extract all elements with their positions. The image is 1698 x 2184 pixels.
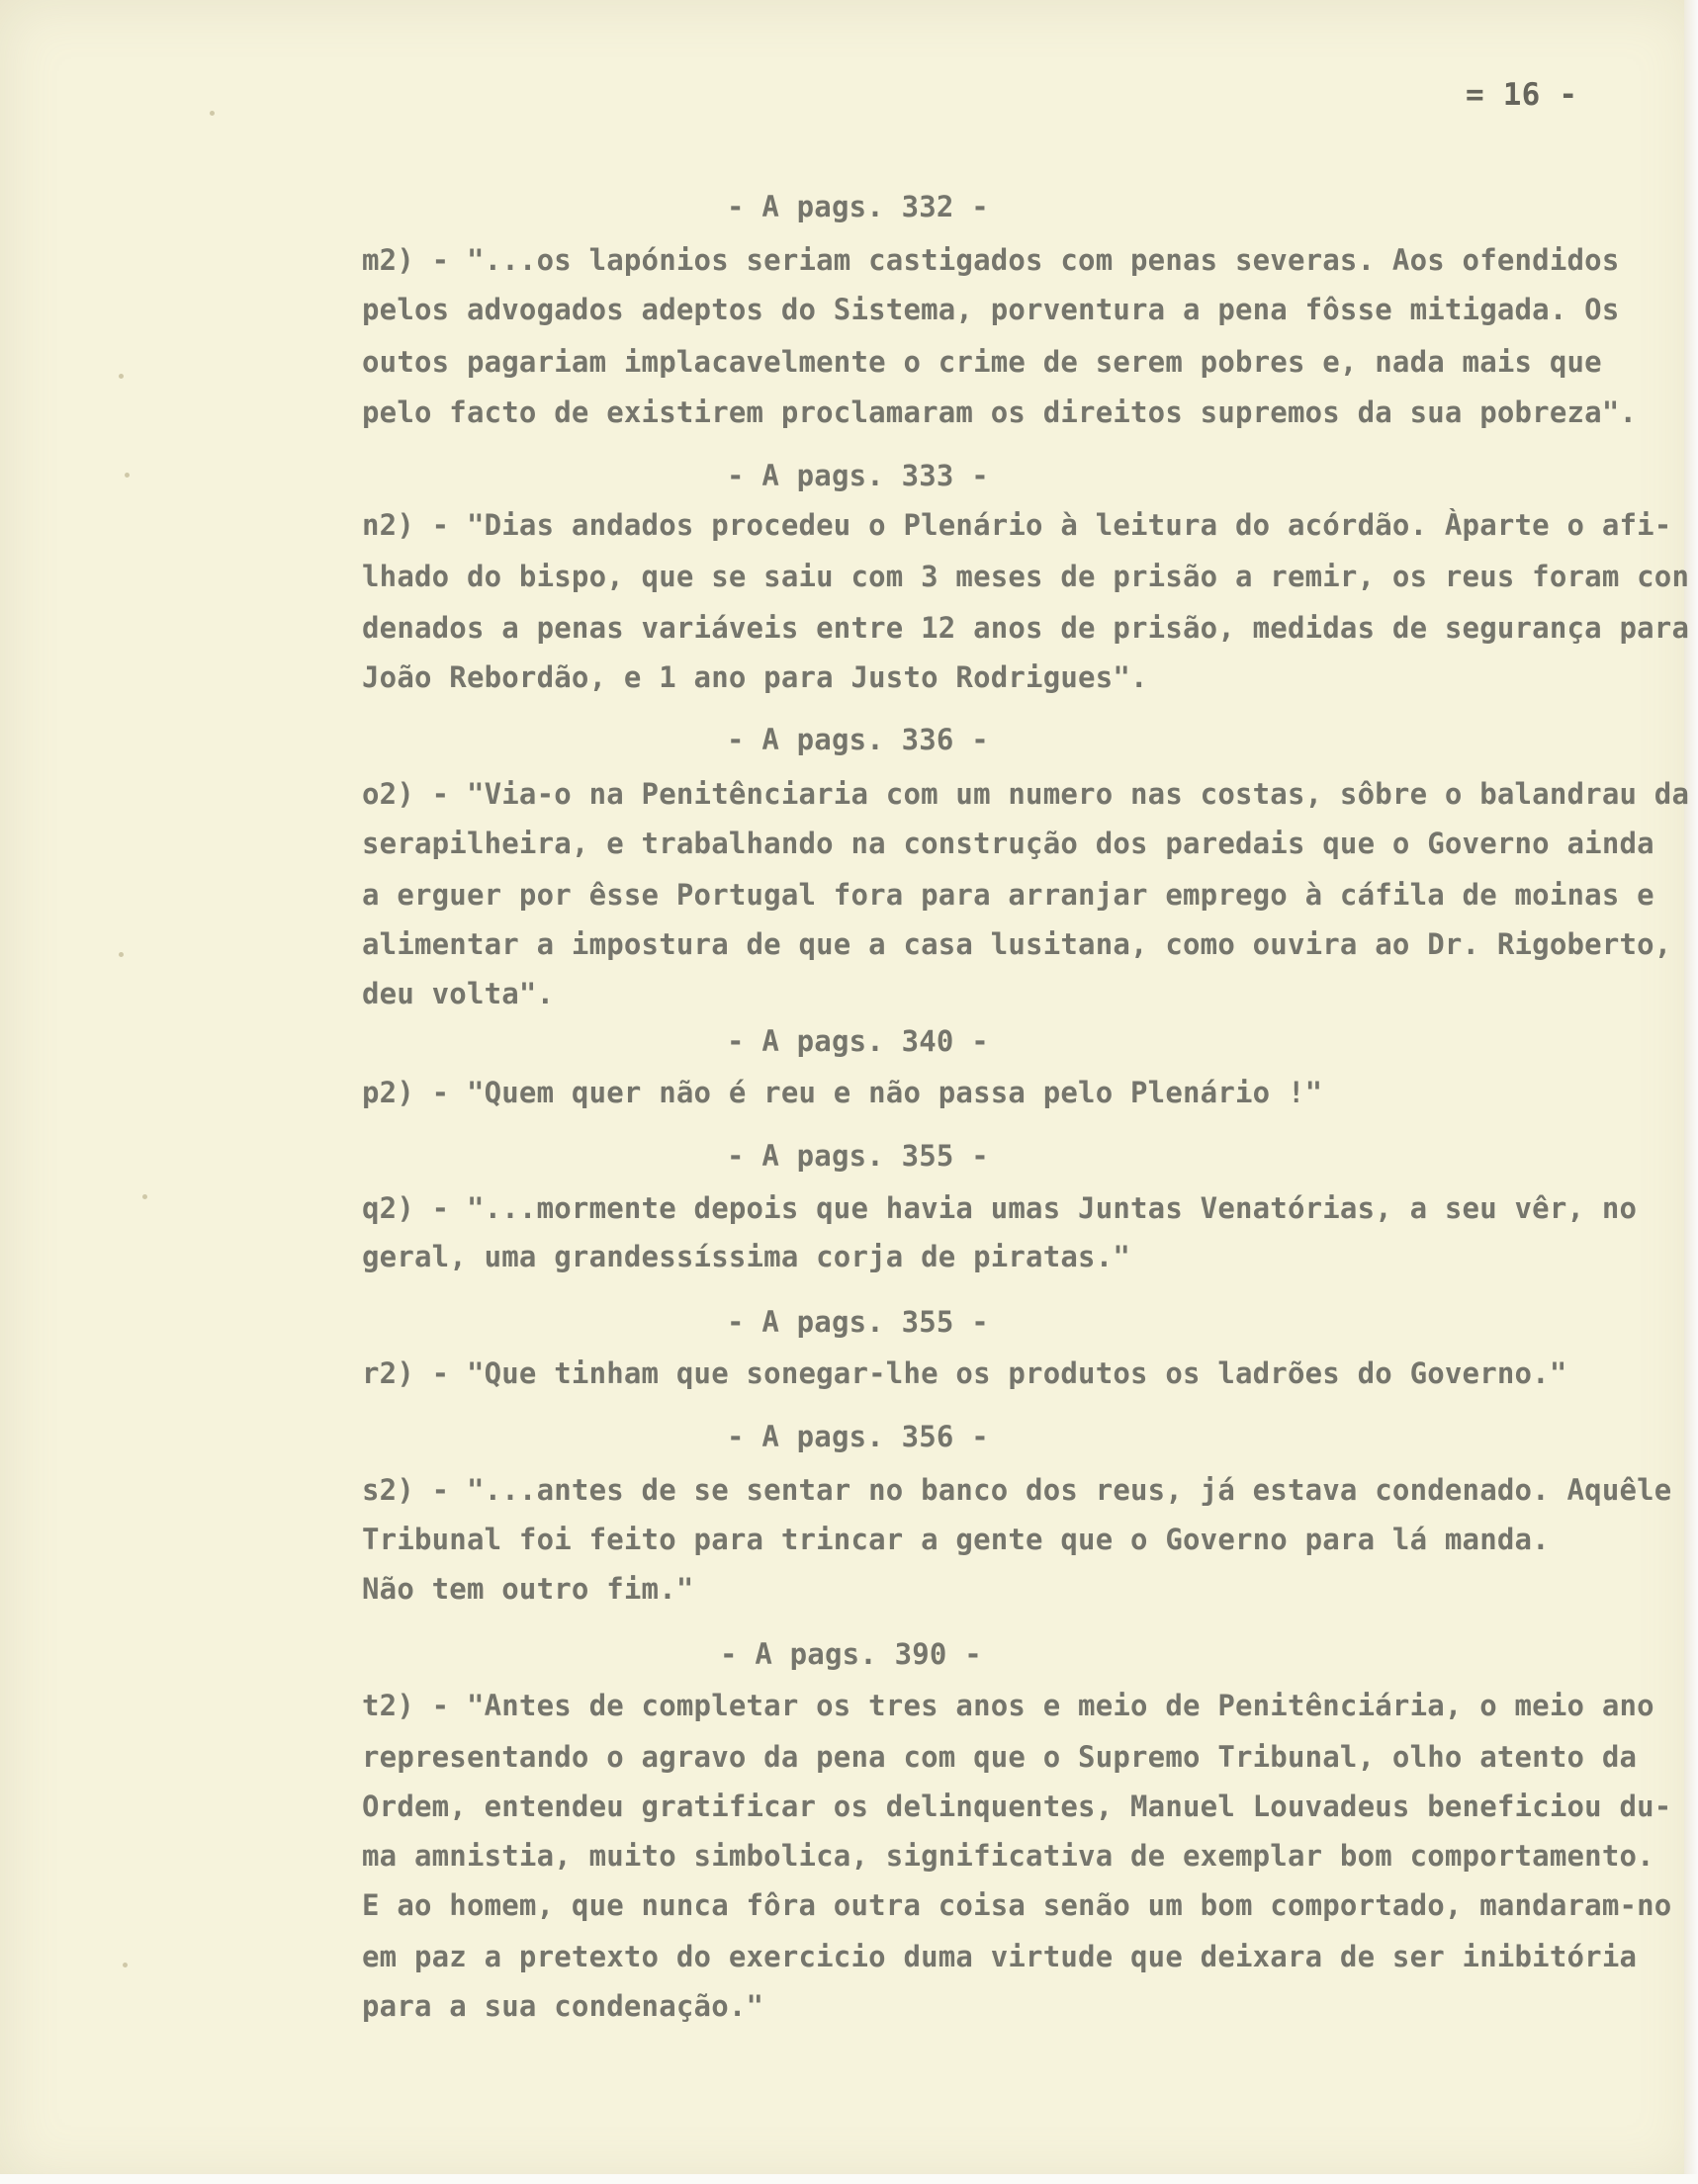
text-line: r2) - "Que tinham que sonegar-lhe os produtos os ladrões do Governo." <box>362 1356 1567 1390</box>
section-heading: - A pags. 340 - <box>727 1024 989 1058</box>
text-line: q2) - "...mormente depois que havia umas Juntas Venatórias, a seu vêr, no <box>362 1191 1638 1225</box>
punch-hole-mark <box>119 374 124 379</box>
section-heading: - A pags. 332 - <box>727 190 989 223</box>
text-line: pelo facto de existirem proclamaram os direitos supremos da sua pobreza". <box>362 395 1638 429</box>
text-line: outos pagariam implacavelmente o crime de serem pobres e, nada mais que <box>362 345 1602 379</box>
punch-hole-mark <box>123 1963 128 1967</box>
text-line: t2) - "Antes de completar os tres anos e meio de Penitênciária, o meio ano <box>362 1689 1654 1722</box>
text-line: Tribunal foi feito para trincar a gente que o Governo para lá manda. <box>362 1523 1550 1556</box>
text-line: representando o agravo da pena com que o Supremo Tribunal, olho atento da <box>362 1740 1638 1774</box>
punch-hole-mark <box>119 952 124 957</box>
text-line: lhado do bispo, que se saiu com 3 meses de prisão a remir, os reus foram con <box>362 560 1690 593</box>
text-line: ma amnistia, muito simbolica, significativa de exemplar bom comportamento. <box>362 1839 1654 1873</box>
text-line: E ao homem, que nunca fôra outra coisa senão um bom comportado, mandaram-no <box>362 1888 1672 1922</box>
text-line: p2) - "Quem quer não é reu e não passa pelo Plenário !" <box>362 1076 1323 1109</box>
text-line: o2) - "Via-o na Penitênciaria com um numero nas costas, sôbre o balandrau da <box>362 777 1690 811</box>
text-line: Não tem outro fim." <box>362 1572 694 1606</box>
paper-edge <box>1684 0 1698 2184</box>
text-line: s2) - "...antes de se sentar no banco dos reus, já estava condenado. Aquêle <box>362 1473 1672 1507</box>
text-line: alimentar a impostura de que a casa lusitana, como ouvira ao Dr. Rigoberto, <box>362 927 1672 961</box>
section-heading: - A pags. 355 - <box>727 1305 989 1339</box>
text-line: Ordem, entendeu gratificar os delinquentes, Manuel Louvadeus beneficiou du- <box>362 1790 1672 1823</box>
text-line: serapilheira, e trabalhando na construção dos paredais que o Governo ainda <box>362 827 1654 860</box>
text-line: pelos advogados adeptos do Sistema, porventura a pena fôsse mitigada. Os <box>362 293 1620 326</box>
section-heading: - A pags. 390 - <box>720 1637 982 1671</box>
punch-hole-mark <box>125 473 130 478</box>
punch-hole-mark <box>210 111 215 116</box>
section-heading: - A pags. 336 - <box>727 723 989 756</box>
section-heading: - A pags. 356 - <box>727 1420 989 1453</box>
text-line: denados a penas variáveis entre 12 anos de prisão, medidas de segurança para <box>362 611 1690 645</box>
text-line: a erguer por êsse Portugal fora para arranjar emprego à cáfila de moinas e <box>362 878 1654 912</box>
paper-bottom-edge <box>0 2174 1698 2184</box>
page-number: = 16 - <box>1466 77 1578 113</box>
text-line: João Rebordão, e 1 ano para Justo Rodrigues". <box>362 660 1148 694</box>
punch-hole-mark <box>142 1194 147 1199</box>
text-line: m2) - "...os lapónios seriam castigados com penas severas. Aos ofendidos <box>362 243 1620 277</box>
section-heading: - A pags. 355 - <box>727 1139 989 1173</box>
text-line: para a sua condenação." <box>362 1989 764 2023</box>
text-line: geral, uma grandessíssima corja de piratas." <box>362 1240 1131 1273</box>
section-heading: - A pags. 333 - <box>727 459 989 492</box>
text-line: deu volta". <box>362 977 555 1010</box>
text-line: em paz a pretexto do exercicio duma virtude que deixara de ser inibitória <box>362 1940 1638 1973</box>
text-line: n2) - "Dias andados procedeu o Plenário à leitura do acórdão. Àparte o afi- <box>362 508 1672 542</box>
